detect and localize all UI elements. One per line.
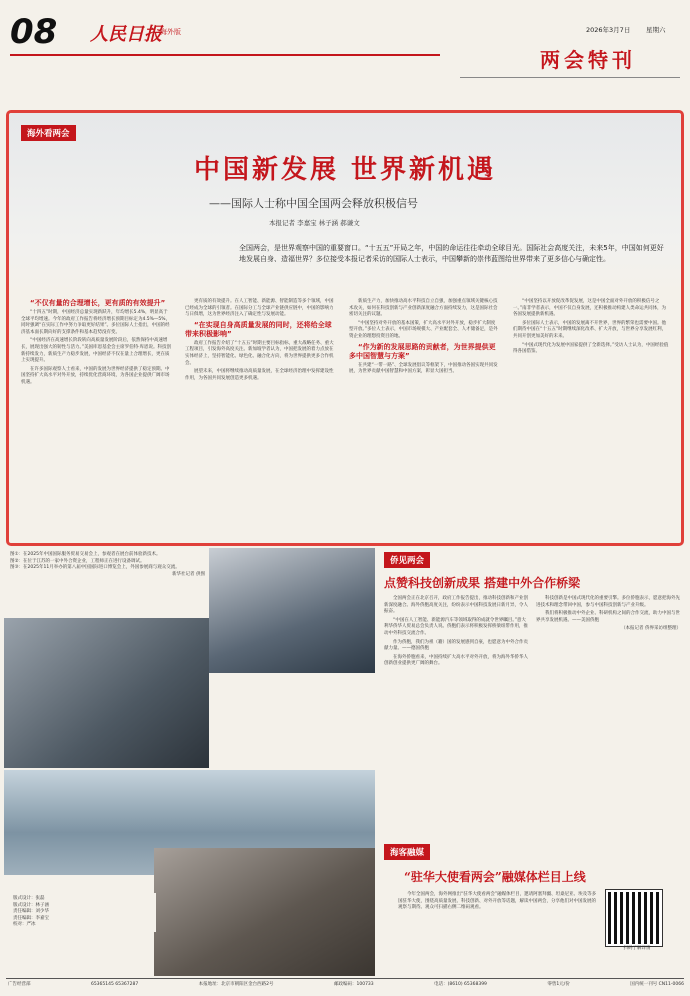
feature-paragraph: 更有质的有效提升。在人工智能、新能源、智能制造等多个领域，中国已经成为全球的引领者。在国际分工与全球产业链供应链中，中国的影响力与日俱增，这为世界经济注入了确定性与发展动能。 xyxy=(185,299,334,318)
story2-quote: 我们将积极推动中外企业、科研机构之间的合作交流，助力中国与世界共享发展机遇。——美国侨胞 xyxy=(536,611,680,623)
footer-item: 电话：(8610) 65368399 xyxy=(434,982,487,987)
header-weekday: 星期六 xyxy=(646,26,666,34)
feature-column-1 xyxy=(21,299,171,389)
masthead-sub: 海外版 xyxy=(160,28,181,36)
feature-tag: 海外看两会 xyxy=(21,125,76,141)
story2-paragraph: 在海外侨胞看来，中国持续扩大高水平对外开放，将为海外华侨华人创新创业提供更广阔的舞台。 xyxy=(384,654,528,667)
credit-value: 李嘉宝 xyxy=(35,915,49,921)
credit-line: 责任编辑：刘少华 xyxy=(13,909,49,915)
story2-footnote: （本报记者 侨界采访组整理） xyxy=(621,626,681,632)
feature-paragraph: 展望未来，中国将继续推动高质量发展，在全球经济治理中发挥建设性作用，为各国共同发展创造更多机遇。 xyxy=(185,369,334,381)
feature-byline: 本报记者 李嘉宝 林子涵 郝谦文 xyxy=(269,219,360,227)
credit-line: 版式设计：林子涵 xyxy=(13,902,49,908)
credit-label: 版式设计 xyxy=(13,902,31,908)
credit-label: 校对 xyxy=(13,922,22,928)
credit-label: 责任编辑 xyxy=(13,915,31,921)
editors-credits xyxy=(10,893,156,932)
feature-paragraph: 政府工作报告介绍了“十五五”时期主要目标指标，重大战略任务、重大工程项目，引发海外高度关注。新加坡学者认为，中国把发展的着力点放在实体经济上，坚持智能化、绿色化、融合化方向，将为世界提供更多合作机会。 xyxy=(185,340,334,366)
page-header xyxy=(0,0,690,100)
photo-collage xyxy=(4,548,378,978)
feature-paragraph: “中国式现代化为发展中国家提供了全新选择。”受访人士认为，中国经验值得各国借鉴。 xyxy=(513,342,669,355)
header-date: 2026年3月7日 xyxy=(586,26,631,34)
qr-label: 扫码了解详情 xyxy=(623,946,651,951)
page-number: 08 xyxy=(10,12,58,52)
footer-rule xyxy=(6,978,684,979)
feature-headline: 中国新发展 世界新机遇 xyxy=(193,155,497,185)
credit-label: 版式设计 xyxy=(13,896,31,901)
credit-line: 校对：严冰 xyxy=(13,922,36,928)
story2-tag: 侨见两会 xyxy=(384,552,430,568)
qr-code[interactable] xyxy=(606,890,662,946)
story3-body: 今年全国两会，海外网推出“驻华大使看两会”融媒体栏目，邀请阿塞拜疆、坦桑尼亚、埃及等多国驻华大使，围绕高质量发展、科技创新、对外开放等话题，解读中国两会，分享他们对中国发展的观察与期待。观众可扫描右侧二维码观看。 xyxy=(398,892,597,911)
credit-value: 严冰 xyxy=(26,922,36,928)
story2-paragraph: “中国在人工智能、新能源汽车等领域取得的成就令世界瞩目。”意大利华侨华人贸易总会负责人说。侨胞们表示将积极发挥桥梁纽带作用，推动中外科技交流合作。 xyxy=(384,617,528,636)
credit-value: 张磊 xyxy=(35,896,45,901)
footer-item: 邮政编码：100733 xyxy=(333,982,374,987)
story3-headline: “驻华大使看两会”融媒体栏目上线 xyxy=(404,870,586,884)
feature-paragraph: “中国坚持对外开放的基本国策，扩大高水平对外开放，稳步扩大制度型开放。”多位人士表示，中国市场规模大、产业配套全、人才储备足，是外资企业的理想投资目的地。 xyxy=(349,320,498,339)
feature-lede: 全国两会，是世界观察中国的重要窗口。“十五五”开局之年，中国的命运往往牵动全球目光。国际社会高度关注，未来5年，中国如何更好地发展自身、造福世界？多位接受本报记者采访的国际人士表示，中国攀新的崇伟蓝图给世界带来了更多信心与确定性。 xyxy=(239,244,664,263)
credit-value: 刘少华 xyxy=(35,909,49,915)
section-title: 两会特刊 xyxy=(540,48,636,72)
footer-item: 零售1元/份 xyxy=(547,982,570,987)
footer-item: 65365145 65367287 xyxy=(90,982,139,987)
photo-caption: 图①：在2025年中国国际服务贸易交易会上，参观者在展台前体验新技术。 xyxy=(10,552,161,557)
story3-tag: 海客融媒 xyxy=(384,844,430,860)
header-red-rule xyxy=(10,54,440,56)
feature-subhead-1: “不仅有量的合理增长，更有质的有效提升” xyxy=(30,299,166,307)
photo-robot-expo xyxy=(209,548,375,673)
photo-captions xyxy=(10,552,205,578)
story2-headline: 点赞科技创新成果 搭建中外合作桥梁 xyxy=(384,576,581,590)
feature-paragraph: “中国坚持以开放促改革促发展，这是中国全面对外开放的积极信号之一。”南非学者表示，中国不仅自身发展，还积极推动构建人类命运共同体，为各国发展提供新机遇。 xyxy=(513,299,667,318)
feature-paragraph: 新质生产力，加快推动高水平科技自立自强，加强重点领域关键核心技术攻关，如何在科技创新与产业创新深度融合方面持续发力，这是国际社会密切关注的议题。 xyxy=(349,299,498,318)
story-ambassadors xyxy=(384,842,684,972)
section-rule xyxy=(460,77,680,78)
story2-column-right xyxy=(536,596,681,635)
story2-paragraph: 全国两会正在北京召开，政府工作报告提出，推动科技创新和产业创新深度融合。海外侨胞高度关注，纷纷表示中国科技发展日新月异，令人振奋。 xyxy=(384,596,528,615)
photo-visitors xyxy=(154,848,375,976)
story2-column-left xyxy=(384,596,529,670)
photo-caption: 图③：在2025年11月举办的第八届中国国际进口博览会上，外国参展商与观众交流。 xyxy=(10,565,180,571)
feature-paragraph: 多位国际人士表示，中国的发展离不开世界，世界的繁荣也需要中国。他们期待中国在“十五五”时期继续深化改革、扩大开放，与世界分享发展红利，共同开创更加美好的未来。 xyxy=(513,320,667,339)
feature-subhead-2: “在实现自身高质量发展的同时，还将给全球带来积极影响” xyxy=(185,320,332,338)
footer xyxy=(8,982,684,989)
credit-line: 责任编辑：李嘉宝 xyxy=(13,915,49,921)
footer-item: 本报地址：北京市朝阳区金台西路2号 xyxy=(198,982,274,987)
photo-credit: 新华社记者 供图 xyxy=(172,571,205,577)
photo-caption: 图②：在位于江苏的一家中外合资企业，工程师正在进行设备调试。 xyxy=(10,558,145,564)
feature-paragraph: 在共建“一带一路”、全球发展倡议等框架下，中国推动各国实现共同发展，为世界贡献中国智慧和中国方案，彰显大国担当。 xyxy=(349,362,498,375)
feature-paragraph: “十四五”时期，中国经济总量实现新跃升，年均增长5.4%，明显高于全球平均增速。今年的政府工作报告将经济增长预期目标定为4.5%—5%，同时强调“在实际工作中努力争取更好结果”。多位国际人士指出，中国的经济基本面长期向好的支撑条件和基本趋势没有变。 xyxy=(21,310,171,335)
footer-item: 广告经营部 xyxy=(8,982,31,987)
story2-paragraph: 科技创新是中国式现代化的重要引擎。多位侨胞表示，愿意把海外先进技术和理念带回中国，参与中国科技创新与产业升级。 xyxy=(536,596,680,608)
story2-quote: 作为侨胞，我们为祖（籍）国的发展感到自豪，也愿意为中外合作贡献力量。——德国侨胞 xyxy=(384,639,528,652)
feature-column-3 xyxy=(349,299,499,378)
credit-label: 责任编辑 xyxy=(13,909,31,915)
photo-engineers xyxy=(4,618,209,768)
feature-box xyxy=(6,110,684,546)
feature-paragraph: 在许多国际观察人士看来，中国的发展为世界经济提供了稳定预期。中国坚持扩大高水平对外开放，持续优化营商环境，为各国企业提供广阔市场机遇。 xyxy=(21,366,170,385)
feature-column-2 xyxy=(185,299,335,384)
masthead-logo: 人民日报 xyxy=(90,24,162,45)
footer-item: 国内统一刊号 CN11-0066 xyxy=(630,982,684,987)
story-overseas-chinese xyxy=(384,548,684,838)
feature-subheadline: ——国际人士称中国全国两会释放积极信号 xyxy=(209,197,418,210)
feature-subhead-3: “作为新的发展思路的贡献者，为世界提供更多中国智慧与方案” xyxy=(349,342,496,360)
feature-paragraph: “中国经济在高速增长阶段转向高质量发展阶段后，依然保持中高速增长，展现出强大的韧性与活力。”美国库恩基金会主席罗伯特·库恩说。科技创新持续发力，新质生产力稳步发展，中国经济不仅在量上合理增长，更在质上实现提升。 xyxy=(21,338,172,364)
feature-column-4 xyxy=(513,299,669,358)
credit-value: 林子涵 xyxy=(35,902,49,908)
credit-line: 版式设计：张磊 xyxy=(13,896,45,901)
